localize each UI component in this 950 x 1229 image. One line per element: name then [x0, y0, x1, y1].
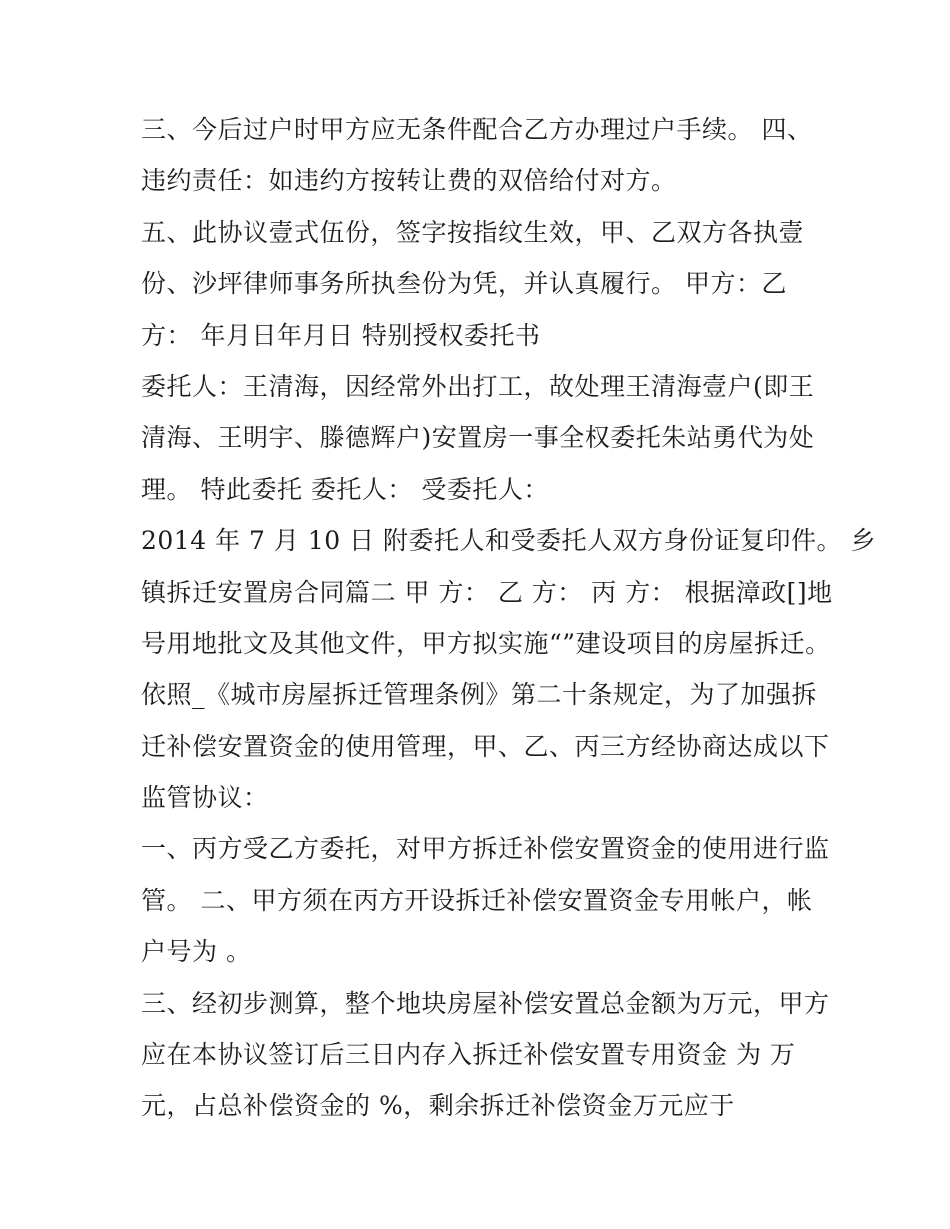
text-line: 管。 二、甲方须在丙方开设拆迁补偿安置资金专用帐户，帐	[141, 885, 813, 915]
text-line: 一、丙方受乙方委托，对甲方拆迁补偿安置资金的使用进行监	[141, 834, 830, 864]
text-line: 元，占总补偿资金的 %，剩余拆迁补偿资金万元应于	[141, 1091, 735, 1121]
document-body	[141, 104, 876, 1132]
text-line: 方： 年月日年月日 特别授权委托书	[141, 320, 541, 350]
text-line: 清海、王明宇、滕德辉户)安置房一事全权委托朱站勇代为处	[141, 423, 815, 453]
text-line: 监管协议：	[141, 783, 269, 813]
text-line: 份、沙坪律师事务所执叁份为凭，并认真履行。 甲方：乙	[141, 269, 787, 299]
text-line: 镇拆迁安置房合同篇二 甲 方： 乙 方： 丙 方： 根据漳政[]地	[141, 577, 833, 607]
text-line: 三、今后过户时甲方应无条件配合乙方办理过户手续。 四、	[141, 115, 813, 144]
text-line: 户号为 。	[141, 937, 252, 967]
text-line: 五、此协议壹式伍份，签字按指纹生效，甲、乙双方各执壹	[141, 217, 805, 247]
text-line: 理。 特此委托 委托人： 受委托人：	[141, 474, 549, 504]
text-line: 迁补偿安置资金的使用管理，甲、乙、丙三方经协商达成以下	[141, 731, 830, 761]
text-line: 2014 年 7 月 10 日 附委托人和受委托人双方身份证复印件。 乡	[141, 526, 876, 556]
text-line: 违约责任：如违约方按转让费的双倍给付对方。	[141, 166, 677, 196]
text-line: 三、经初步测算，整个地块房屋补偿安置总金额为万元，甲方	[141, 988, 830, 1018]
text-line: 应在本协议签订后三日内存入拆迁补偿安置专用资金 为 万	[141, 1040, 796, 1070]
text-line: 号用地批文及其他文件，甲方拟实施“”建设项目的房屋拆迁。	[141, 628, 831, 658]
text-line: 委托人：王清海，因经常外出打工，故处理王清海壹户(即王	[141, 371, 815, 401]
text-line: 依照_《城市房屋拆迁管理条例》第二十条规定，为了加强拆	[141, 680, 818, 710]
